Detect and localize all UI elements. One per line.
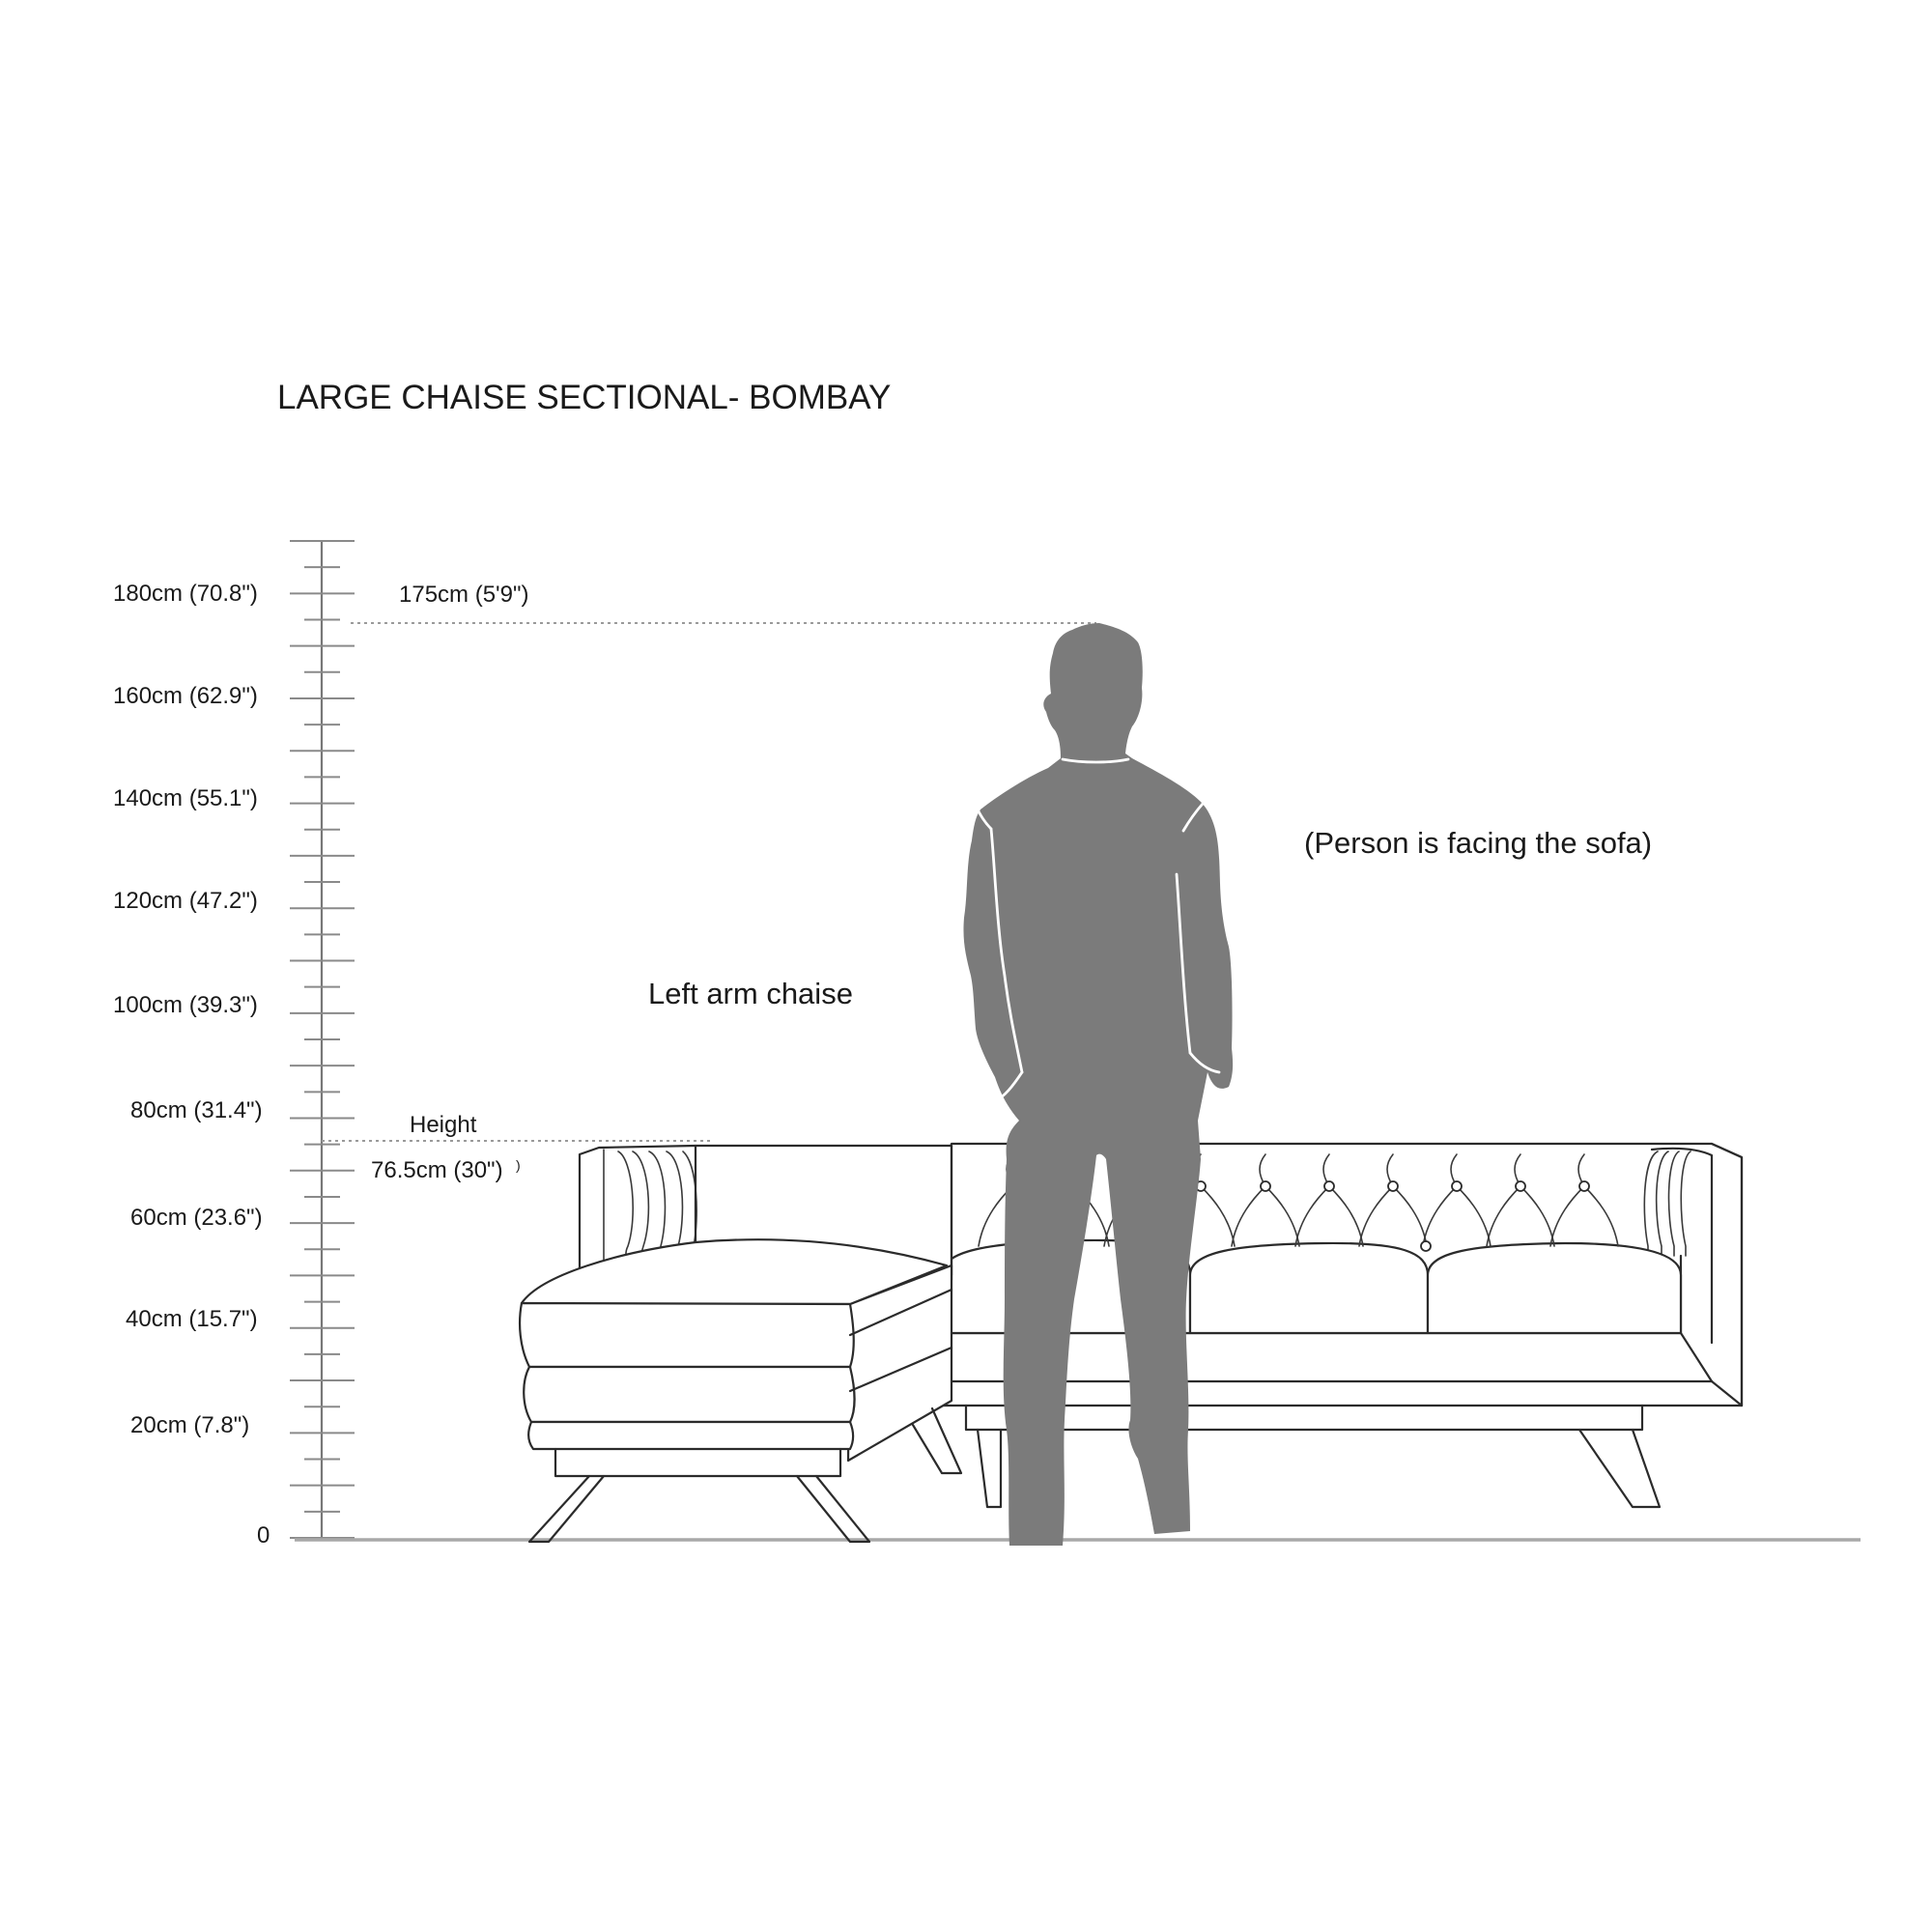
person-note: (Person is facing the sofa): [1304, 826, 1653, 860]
sofa-leg-mid: [978, 1430, 1001, 1507]
ruler-label: 100cm (39.3"): [113, 992, 258, 1018]
ruler-label: 0: [257, 1522, 270, 1548]
ruler-label: 120cm (47.2"): [113, 888, 258, 914]
ruler-label: 140cm (55.1"): [113, 785, 258, 811]
height-ruler: [113, 541, 355, 1548]
chaise-leg-left: [529, 1476, 604, 1542]
ruler-label: 40cm (15.7"): [126, 1306, 258, 1332]
ruler-label: 80cm (31.4"): [130, 1097, 263, 1123]
height-value-mark: ): [516, 1157, 521, 1173]
tuft-button: [1579, 1181, 1589, 1191]
ruler-labels: [113, 581, 270, 1548]
tuft-button: [1421, 1241, 1431, 1251]
tuft-button: [1261, 1181, 1270, 1191]
tuft-button: [1388, 1181, 1398, 1191]
height-value: 76.5cm (30"): [371, 1157, 503, 1183]
ruler-label: 60cm (23.6"): [130, 1205, 263, 1231]
chaise-leg-right: [797, 1476, 869, 1542]
ruler-label: 160cm (62.9"): [113, 683, 258, 709]
tuft-button: [1516, 1181, 1525, 1191]
sofa-leg-right: [1579, 1430, 1660, 1507]
height-caption: Height: [410, 1112, 477, 1138]
person-silhouette: [963, 623, 1233, 1546]
ruler-label: 20cm (7.8"): [130, 1412, 250, 1438]
person-height-label: 175cm (5'9"): [399, 582, 529, 608]
tuft-button: [1452, 1181, 1462, 1191]
sofa-base-rail: [966, 1406, 1642, 1430]
ruler-label: 180cm (70.8"): [113, 581, 258, 607]
tuft-button: [1324, 1181, 1334, 1191]
page-title: LARGE CHAISE SECTIONAL- BOMBAY: [277, 379, 892, 416]
chaise-ottoman: [520, 1239, 961, 1542]
chaise-caption: Left arm chaise: [648, 977, 853, 1010]
